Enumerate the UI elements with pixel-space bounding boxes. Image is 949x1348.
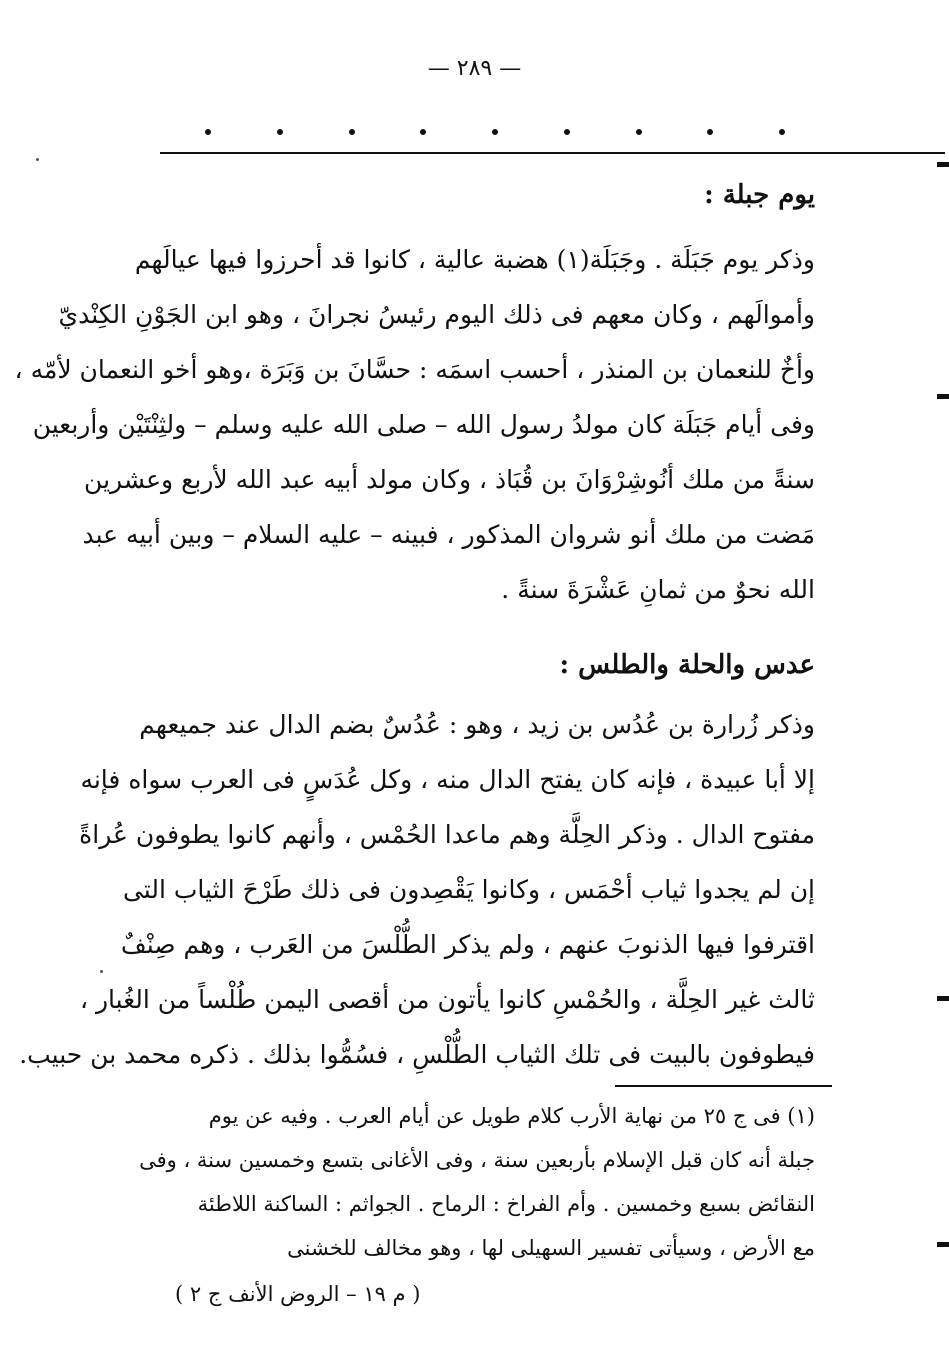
footnote-line: مع الأرض ، وسيأتى تفسير السهيلى لها ، وهو مخالف للخشنى: [287, 1236, 815, 1260]
text-line: وذكر يوم جَبَلَة . وجَبَلَة(١) هضبة عالية ، كانوا قد أحرزوا فيها عيالَهم: [134, 245, 815, 274]
text-line: ثالث غير الحِلَّة ، والحُمْسِ كانوا يأتون من أقصى اليمن طُلْساً من الغُبار ،: [79, 985, 815, 1014]
text-line: مَضت من ملك أنو شروان المذكور ، فبينه – عليه السلام – وبين أبيه عبد: [82, 520, 815, 549]
margin-mark: [937, 394, 949, 399]
ornament-dot: [636, 129, 642, 135]
ornament-dot: [707, 129, 713, 135]
text-line: إلا أبا عبيدة ، فإنه كان يفتح الدال منه ، وكل عُدَسٍ فى العرب سواه فإنه: [80, 765, 815, 794]
section-body-yawm-jabala: [14, 232, 815, 617]
margin-mark: [937, 996, 949, 1001]
ornament-dot: [492, 129, 498, 135]
section-heading-adas-hilla-tuls: عدس والحلة والطلس :: [559, 650, 815, 680]
header-rule: [160, 152, 945, 154]
text-line: مفتوح الدال . وذكر الحِلَّة وهم ماعدا الحُمْس ، وأنهم كانوا يطوفون عُراةً: [79, 820, 815, 849]
text-line: وفى أيام جَبَلَة كان مولدُ رسول الله – صلى الله عليه وسلم – ولثِنْتَيْن وأربعين: [32, 410, 815, 439]
ornament-dot: [277, 129, 283, 135]
ornament-dot: [420, 129, 426, 135]
footnote-line: النقائض بسبع وخمسين . وأم الفراخ : الرماح . الجواثم : الساكنة اللاطئة: [197, 1192, 815, 1216]
footnote: [139, 1094, 815, 1270]
ornament-dot: [564, 129, 570, 135]
margin-mark: [937, 1242, 949, 1247]
text-line: وذكر زُرارة بن عُدُس بن زيد ، وهو : عُدُسٌ بضم الدال عند جميعهم: [139, 710, 815, 739]
section-body-adas-hilla-tuls: [19, 697, 815, 1082]
ornament-dot: [349, 129, 355, 135]
text-line: الله نحوٌ من ثمانِ عَشْرَةَ سنةً .: [501, 575, 815, 604]
text-line: سنةً من ملك أنُوشِرْوَانَ بن قُبَاذ ، وكان مولد أبيه عبد الله لأربع وعشرين: [84, 465, 815, 494]
ornament-dot: [779, 129, 785, 135]
footnote-rule: [615, 1085, 832, 1087]
scan-speck: [36, 158, 39, 161]
text-line: وأخٌ للنعمان بن المنذر ، أحسب اسمَه : حسَّانَ بن وَبَرَة ،وهو أخو النعمان لأمّه ،: [14, 355, 815, 384]
text-line: إن لم يجدوا ثياب أحْمَس ، وكانوا يَقْصِدون فى ذلك طَرْحَ الثياب التى: [122, 875, 815, 904]
ornament-row: [205, 122, 785, 142]
ornament-dot: [205, 129, 211, 135]
page-number: — ٢٨٩ —: [427, 56, 522, 81]
text-line: وأموالَهم ، وكان معهم فى ذلك اليوم رئيسُ نجرانَ ، وهو ابن الجَوْنِ الكِنْديّ: [58, 300, 815, 329]
text-line: اقترفوا فيها الذنوبَ عنهم ، ولم يذكر الطُّلْسَ من العَرب ، وهم صِنْفٌ: [120, 930, 815, 959]
footnote-line: جبلة أنه كان قبل الإسلام بأربعين سنة ، وفى الأغانى بتسع وخمسين سنة ، وفى: [139, 1148, 815, 1172]
footnote-line: (١) فى ج ٢٥ من نهاية الأرب كلام طويل عن أيام العرب . وفيه عن يوم: [208, 1104, 815, 1128]
signature-line: ( م ١٩ – الروض الأنف ج ٢ ): [175, 1282, 421, 1306]
section-heading-yawm-jabala: يوم جبلة :: [704, 180, 815, 210]
margin-mark: [937, 162, 949, 167]
text-line: فيطوفون بالبيت فى تلك الثياب الطُّلْسِ ، فسُمُّوا بذلك . ذكره محمد بن حبيب.: [19, 1040, 815, 1069]
